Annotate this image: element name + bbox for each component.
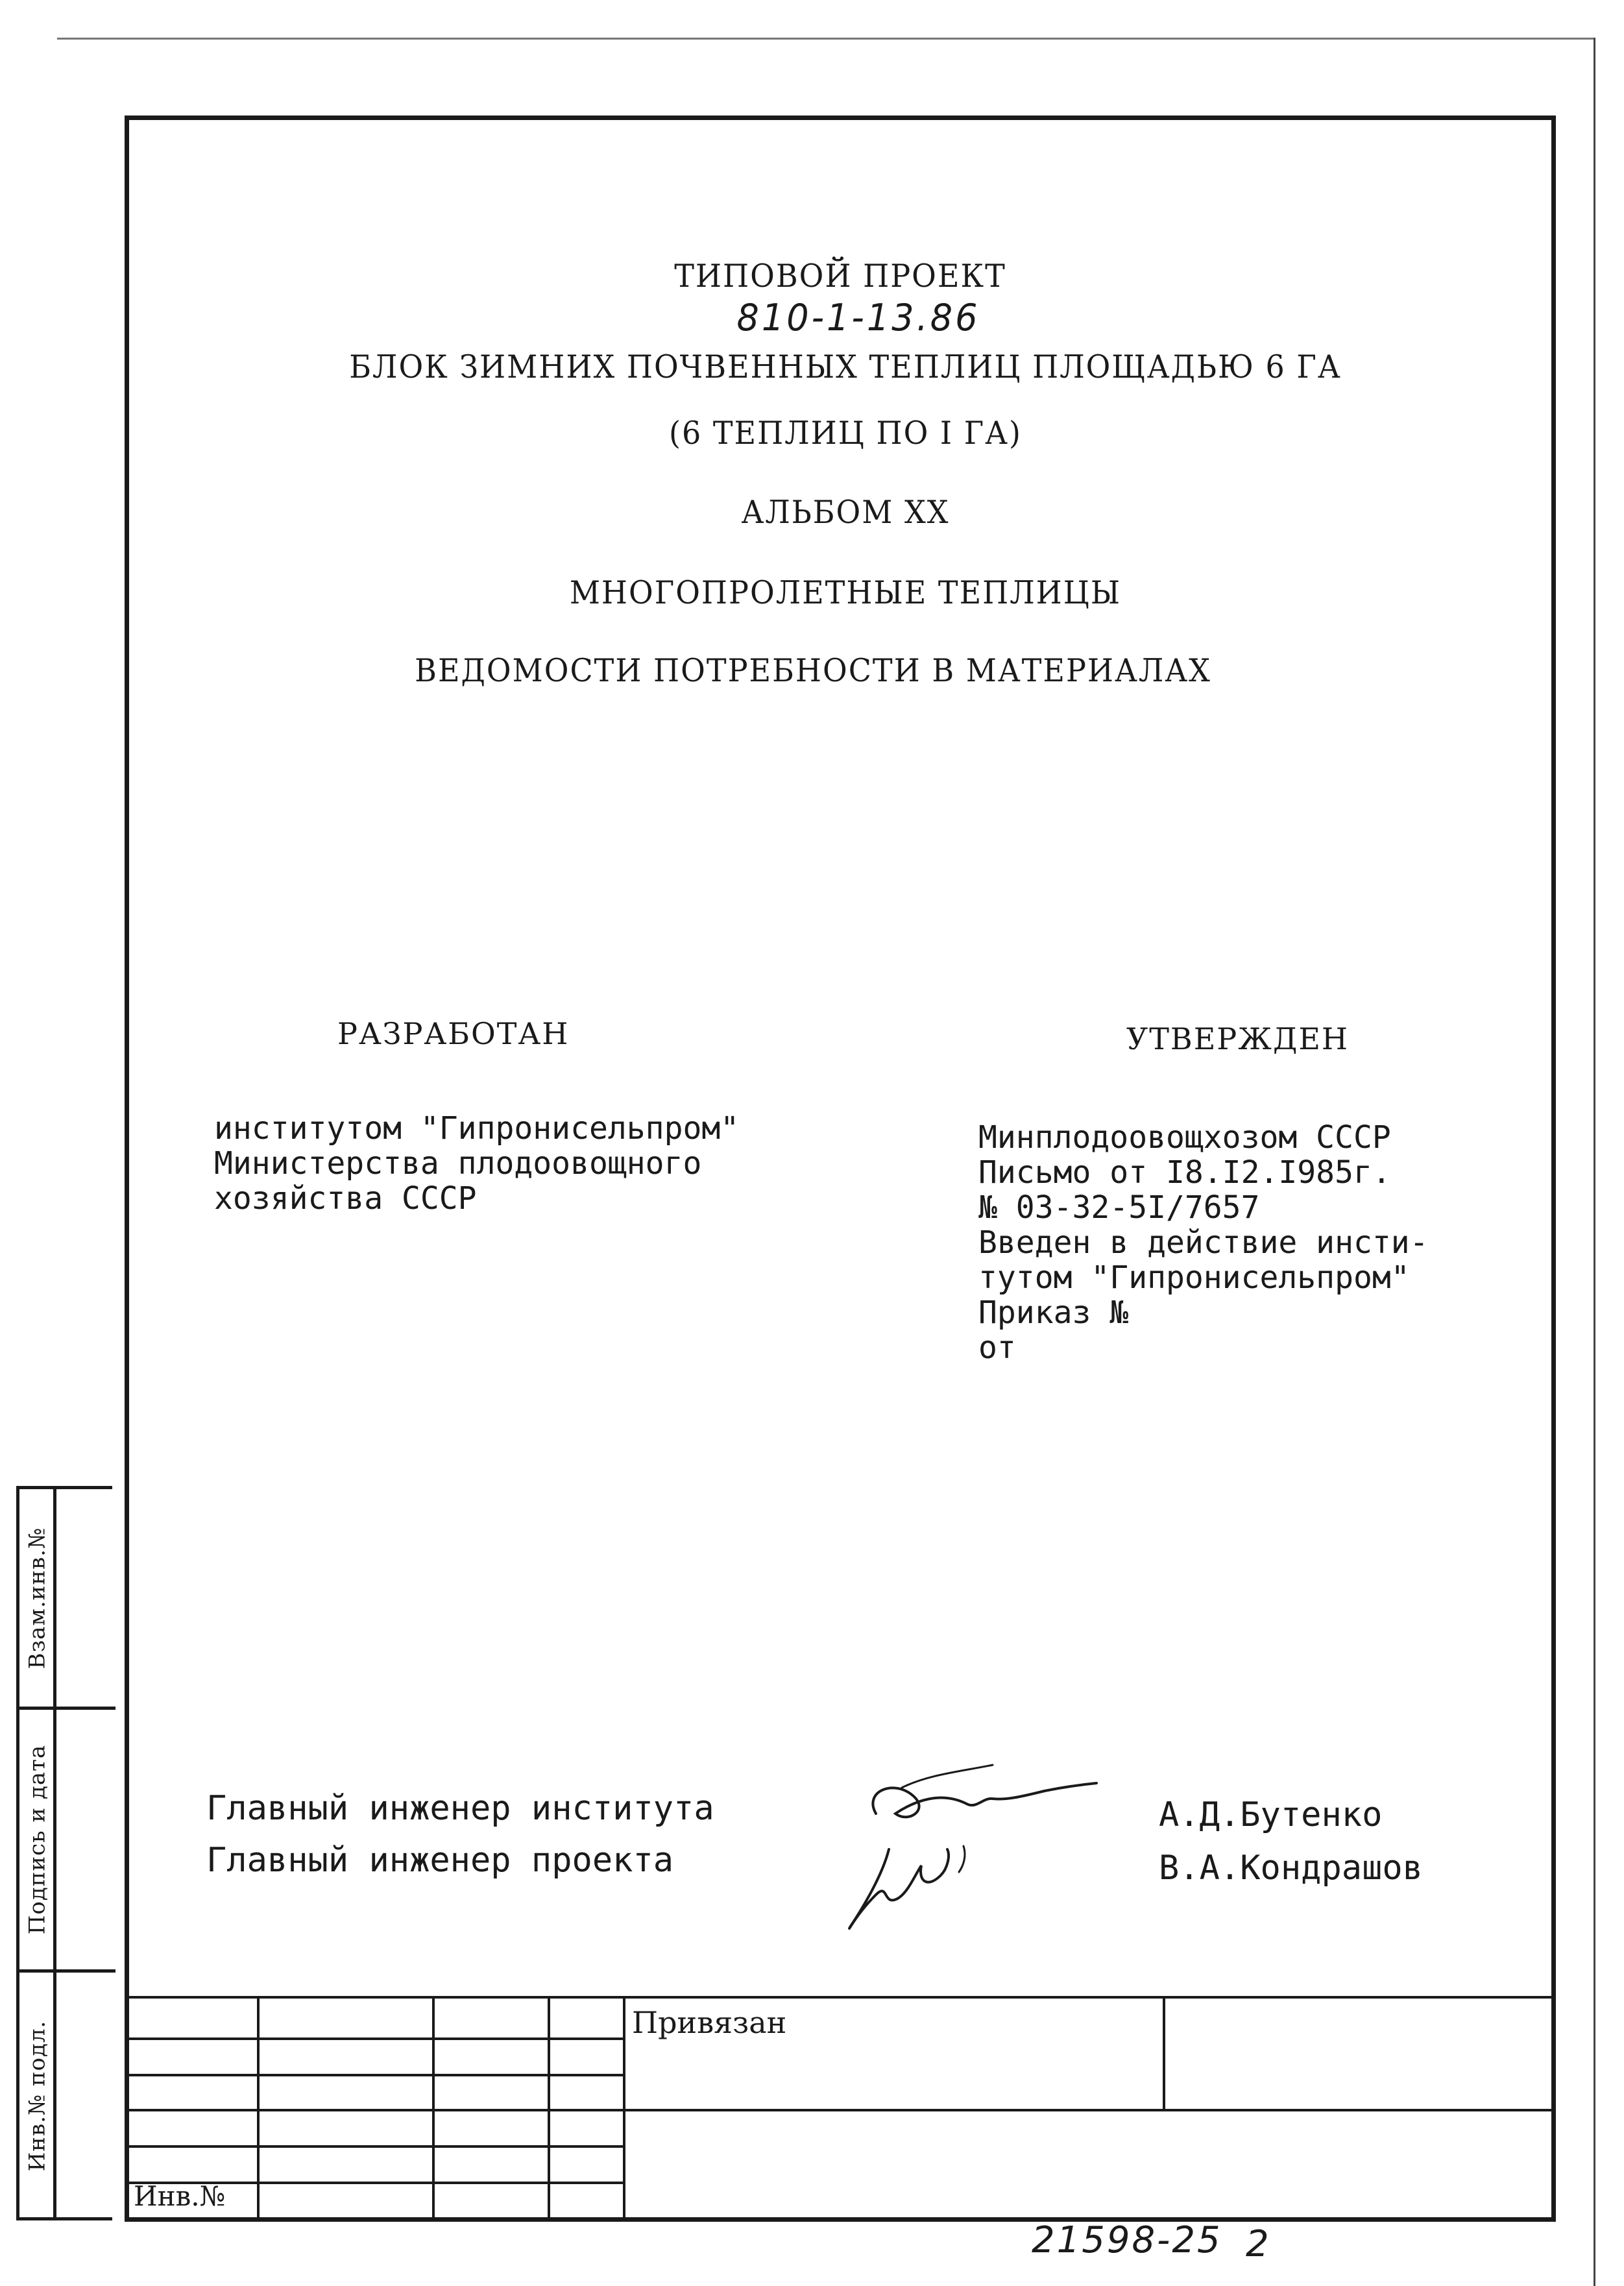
- signature-name-1: А.Д.Бутенко: [1159, 1795, 1383, 1834]
- handwritten-signatures: [837, 1752, 1109, 1947]
- subject-title: МНОГОПРОЛЕТНЫЕ ТЕПЛИЦЫ: [569, 574, 1122, 611]
- title-block-col-4: [623, 1996, 625, 2220]
- approved-line-1: Минплодоовощхозом СССР: [978, 1119, 1391, 1156]
- signature-role-2: Главный инженер проекта: [206, 1841, 674, 1880]
- signature-role-1: Главный инженер института: [206, 1789, 714, 1828]
- approved-line-7: от: [978, 1330, 1016, 1366]
- doc-type-title: ТИПОВОЙ ПРОЕКТ: [674, 257, 1006, 295]
- approved-heading: УТВЕРЖДЕН: [1126, 1021, 1350, 1056]
- side-label-original-inv: Инв.№ подл.: [24, 2020, 50, 2172]
- signature-name-2: В.А.Кондрашов: [1159, 1849, 1423, 1888]
- approved-line-4: Введен в действие инсти-: [978, 1224, 1429, 1261]
- title-block-col-3: [548, 1996, 550, 2220]
- side-label-replacement: Взам.инв.№: [24, 1527, 50, 1669]
- project-title: БЛОК ЗИМНИХ ПОЧВЕННЫХ ТЕПЛИЦ ПЛОЩАДЬЮ 6 ГА: [349, 348, 1342, 385]
- developed-line-3: хозяйства СССР: [214, 1180, 477, 1217]
- approved-line-5: тутом "Гипронисельпром": [978, 1259, 1410, 1296]
- title-block-top-line: [125, 1996, 1556, 1999]
- page-trim-top: [57, 38, 1595, 40]
- inventory-label: Инв.№: [134, 2180, 226, 2212]
- bound-label: Привязан: [632, 2005, 787, 2040]
- title-block-col-2: [432, 1996, 435, 2220]
- developed-line-2: Министерства плодоовощного: [214, 1145, 702, 1182]
- developed-heading: РАЗРАБОТАН: [337, 1016, 570, 1051]
- approved-line-6: Приказ №: [978, 1295, 1129, 1331]
- side-stamp-column: [16, 1486, 112, 2220]
- content-title: ВЕДОМОСТИ ПОТРЕБНОСТИ В МАТЕРИАЛАХ: [415, 651, 1211, 689]
- sheet-number: 21598-25: [1032, 2219, 1222, 2261]
- project-subtitle: (6 ТЕПЛИЦ ПО I ГА): [669, 414, 1022, 452]
- developed-line-1: институтом "Гипронисельпром": [214, 1110, 740, 1147]
- approved-line-3: № 03-32-5I/7657: [978, 1189, 1260, 1226]
- side-label-signature-date: Подпись и дата: [24, 1744, 50, 1935]
- approved-line-2: Письмо от I8.I2.I985г.: [978, 1154, 1391, 1191]
- page-trim-right: [1594, 38, 1595, 2286]
- album-title: АЛЬБОМ XX: [741, 493, 950, 531]
- title-block-col-5: [1163, 1996, 1165, 2111]
- sheet-index: 2: [1246, 2223, 1271, 2265]
- title-block-col-1: [257, 1996, 260, 2220]
- title-block-right-hline: [623, 2109, 1556, 2111]
- project-number: 810-1-13.86: [736, 296, 980, 339]
- side-stamp-vdivider: [53, 1489, 56, 2217]
